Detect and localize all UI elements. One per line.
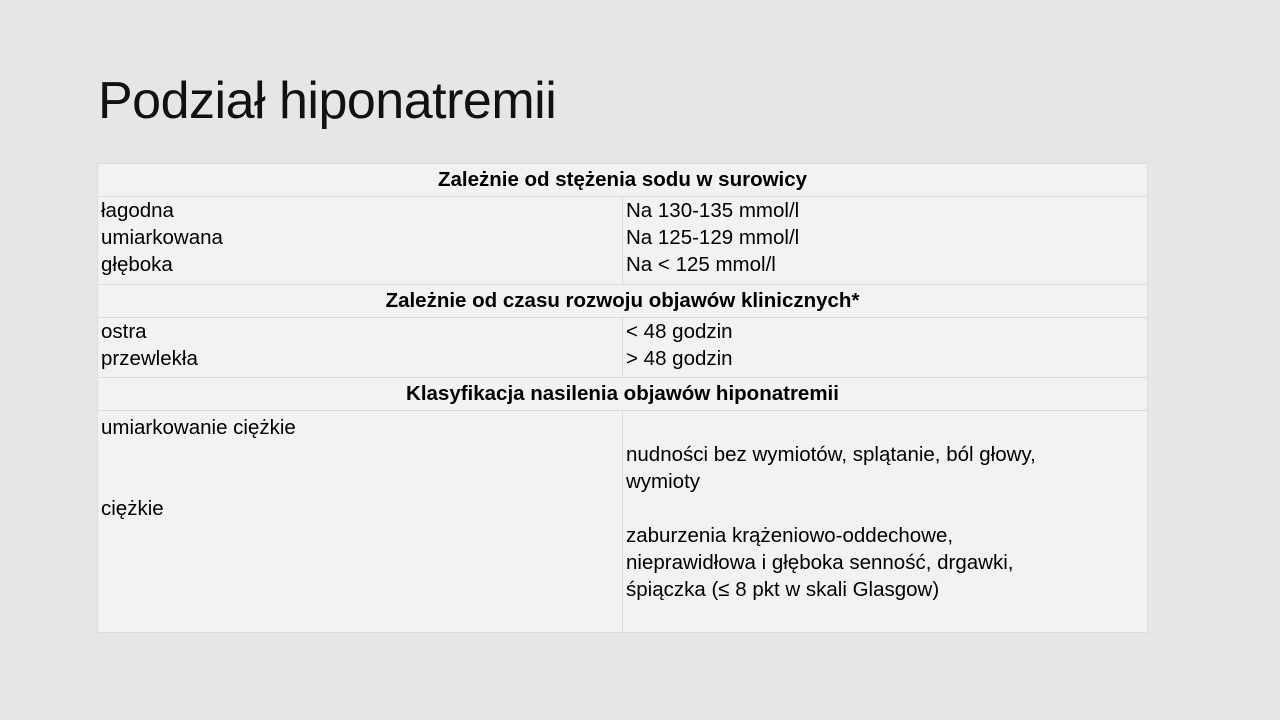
row-label-moderately-severe: umiarkowanie ciężkie bbox=[101, 416, 296, 439]
symptoms-severe-line-2: nieprawidłowa i głęboka senność, drgawki, bbox=[626, 551, 1014, 574]
section-header-onset: Zależnie od czasu rozwoju objawów klinicznych* bbox=[98, 285, 1148, 318]
onset-labels-cell bbox=[98, 318, 623, 378]
table-row bbox=[98, 318, 1148, 378]
symptoms-severe-line-1: zaburzenia krążeniowo-oddechowe, bbox=[626, 524, 954, 547]
row-label-mild: łagodna bbox=[101, 199, 174, 222]
onset-duration-chronic: > 48 godzin bbox=[626, 347, 733, 370]
row-label-acute: ostra bbox=[101, 320, 147, 343]
sodium-values-cell bbox=[623, 197, 1148, 285]
table-row bbox=[98, 411, 1148, 633]
row-label-chronic: przewlekła bbox=[101, 347, 198, 370]
sodium-range-profound: Na < 125 mmol/l bbox=[626, 253, 776, 276]
onset-duration-acute: < 48 godzin bbox=[626, 320, 733, 343]
section-header-symptoms: Klasyfikacja nasilenia objawów hiponatremii bbox=[98, 378, 1148, 411]
classification-table bbox=[97, 163, 1148, 633]
symptom-severity-labels-cell bbox=[98, 411, 623, 633]
table-row bbox=[98, 197, 1148, 285]
symptom-descriptions-cell bbox=[623, 411, 1148, 633]
sodium-range-moderate: Na 125-129 mmol/l bbox=[626, 226, 800, 249]
slide-title: Podział hiponatremii bbox=[98, 72, 557, 130]
classification-table-container bbox=[97, 163, 1148, 633]
symptoms-severe-line-3: śpiączka (≤ 8 pkt w skali Glasgow) bbox=[626, 578, 940, 601]
section-header-row bbox=[98, 378, 1148, 411]
onset-values-cell bbox=[623, 318, 1148, 378]
sodium-range-mild: Na 130-135 mmol/l bbox=[626, 199, 800, 222]
section-header-row bbox=[98, 164, 1148, 197]
row-label-severe: ciężkie bbox=[101, 497, 164, 520]
symptoms-moderate-line-2: wymioty bbox=[626, 470, 701, 493]
row-label-profound: głęboka bbox=[101, 253, 173, 276]
section-header-row bbox=[98, 285, 1148, 318]
section-header-sodium: Zależnie od stężenia sodu w surowicy bbox=[98, 164, 1148, 197]
severity-labels-cell bbox=[98, 197, 623, 285]
row-label-moderate: umiarkowana bbox=[101, 226, 223, 249]
symptoms-moderate-line-1: nudności bez wymiotów, splątanie, ból głowy, bbox=[626, 443, 1036, 466]
